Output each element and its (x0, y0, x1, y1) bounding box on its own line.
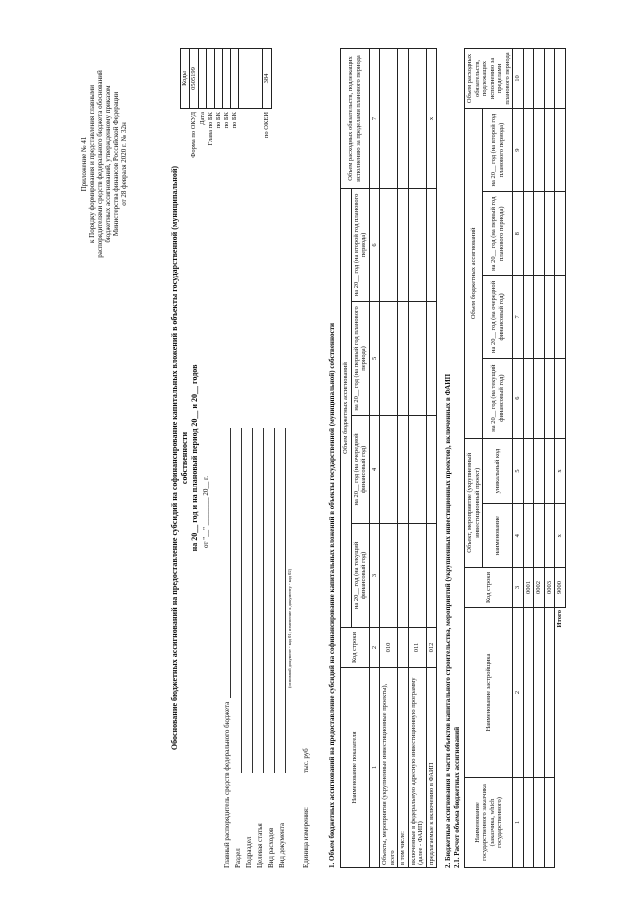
row-name: предлагаемые к включению в ФАИП (426, 668, 437, 868)
section2-table (464, 48, 566, 868)
cell[interactable] (544, 358, 555, 438)
cell[interactable] (544, 192, 555, 276)
row-code (398, 628, 409, 668)
header-fields (220, 428, 310, 868)
s2-col-v4: на 20__ год (на второй год планового периода) (483, 109, 513, 192)
cell[interactable] (534, 778, 545, 868)
cell[interactable] (408, 49, 426, 189)
s1-col-y2: на 20__ год (на очередной финансовый год) (351, 415, 369, 523)
cell[interactable] (523, 109, 534, 192)
cell[interactable] (555, 358, 566, 438)
col-number: 4 (369, 415, 380, 523)
cell[interactable] (534, 192, 545, 276)
code-label: по ОКЕИ (263, 112, 270, 139)
code-label: Глава по БК (206, 112, 214, 146)
cell[interactable] (523, 276, 534, 358)
cell[interactable] (534, 109, 545, 192)
s2-col-vol: Объем бюджетных ассигнований (465, 109, 483, 439)
row-code: 010 (380, 628, 398, 668)
header-row (220, 428, 231, 868)
header-row (231, 428, 242, 868)
cell[interactable] (380, 301, 398, 415)
s2-col-v2: на 20__ год (на очередной финансовый год) (483, 276, 513, 358)
cell[interactable] (380, 415, 398, 523)
s1-col-y3: на 20__ год (на первый год планового периода) (351, 301, 369, 415)
cell[interactable] (398, 301, 409, 415)
code-label: Дата (198, 112, 206, 125)
appendix-line: распорядителями средств федерального бюджета обоснований (96, 70, 104, 258)
table-row (398, 49, 409, 868)
col-number: 3 (513, 568, 524, 608)
cell[interactable] (426, 523, 437, 627)
table-row (380, 49, 398, 868)
s1-col-y4: на 20__ год (на второй год планового периода) (351, 189, 369, 302)
code-value[interactable]: 0505199 (190, 49, 199, 109)
s2-col-obj-name: наименование (483, 504, 513, 568)
header-label: Подраздел (245, 836, 253, 868)
s2-col-out: Объем расходных обязательств, подлежащих исполнению за пределами планового периода (465, 49, 513, 109)
cell[interactable] (398, 189, 409, 302)
s2-col-obj-code: уникальный код (483, 438, 513, 504)
col-number: 6 (513, 358, 524, 438)
col-number: 5 (369, 301, 380, 415)
total-label: Итого (556, 610, 564, 628)
section2-subtitle: 2.1. Расчет объема бюджетных ассигнований (453, 726, 461, 868)
row-code: 0003 (544, 568, 555, 608)
table-row (523, 49, 534, 868)
code-label: по БК (222, 112, 230, 129)
s2-col-name: Наименование застройщика (465, 608, 513, 778)
table-row (534, 49, 545, 868)
codes-header: Коды (181, 49, 190, 109)
row-name: в том числе: (398, 668, 409, 868)
cell[interactable] (426, 301, 437, 415)
code-value[interactable] (207, 49, 215, 109)
cell[interactable] (398, 523, 409, 627)
col-number: 3 (369, 523, 380, 627)
col-number: 7 (369, 49, 380, 189)
title-line: Обоснование бюджетных ассигнований на предоставление субсидий на софинансирование капитальных вложений в объекты государственной (муниципальной) собственности (170, 165, 189, 751)
total-row (555, 49, 566, 868)
code-value[interactable] (199, 49, 207, 109)
unit-label: Единица измерения: (302, 807, 310, 868)
title-line: на 20__ год и на плановый период 20__ и 20__ годов (190, 364, 199, 552)
header-row (275, 428, 286, 868)
cell[interactable] (544, 49, 555, 109)
s1-col-name: Наименование показателя (341, 668, 370, 868)
col-number: 2 (369, 628, 380, 668)
appendix-block (80, 44, 128, 284)
rotated-document (80, 38, 564, 878)
code-label: Форма по ОКУД (190, 112, 197, 158)
cell[interactable] (544, 504, 555, 568)
cell[interactable] (555, 192, 566, 276)
appendix-line: Министерства финансов Российской Федерации (112, 91, 120, 237)
s1-col-y1: на 20__ год (на текущий финансовый год) (351, 523, 369, 627)
cell[interactable] (380, 189, 398, 302)
appendix-line: Приложение № 41 (80, 136, 88, 192)
code-value[interactable] (231, 49, 239, 109)
col-number: 6 (369, 189, 380, 302)
s2-col-v1: на 20__ год (на текущий финансовый год) (483, 358, 513, 438)
row-code: 011 (408, 628, 426, 668)
code-label (239, 109, 263, 161)
table-row (544, 49, 555, 868)
cell[interactable] (380, 523, 398, 627)
row-code: 012 (426, 628, 437, 668)
date-line: от "__" ________ 20__ г. (202, 475, 210, 548)
col-number: 1 (369, 668, 380, 868)
cell[interactable] (408, 415, 426, 523)
cell[interactable] (523, 49, 534, 109)
section2-title: 2. Бюджетные ассигнования в части объектов капитального строительства, мероприятий (укрупненных инвестиционных проектов), включенных в ФАИП (444, 373, 452, 868)
header-row (264, 428, 275, 868)
s2-number-row (513, 49, 524, 868)
header-label: Главный распорядитель средств федерального бюджета (223, 701, 231, 868)
cell[interactable] (398, 415, 409, 523)
cell[interactable] (398, 49, 409, 189)
total-x: x (555, 438, 566, 504)
row-name: Объекты, мероприятия (укрупненные инвестиционные проекты), всего (380, 668, 398, 868)
cell[interactable] (380, 49, 398, 189)
appendix-line: от 28 февраля 2020 г. № 32н (120, 122, 128, 206)
header-label: Целевая статья (256, 823, 264, 868)
appendix-line: бюджетных ассигнований, утвержденному приказом (104, 85, 112, 243)
col-number: 8 (513, 192, 524, 276)
table-row (408, 49, 426, 868)
code-value[interactable] (239, 49, 263, 109)
cell[interactable] (408, 523, 426, 627)
code-value[interactable] (215, 49, 223, 109)
code-label: по БК (214, 112, 222, 129)
cell[interactable]: x (426, 49, 437, 189)
cell[interactable] (426, 189, 437, 302)
unit-value: тыс. руб (302, 748, 310, 773)
cell[interactable] (408, 189, 426, 302)
cell[interactable] (523, 504, 534, 568)
cell[interactable] (544, 276, 555, 358)
cell[interactable] (555, 109, 566, 192)
header-label: Вид документа (278, 822, 286, 868)
codes-table (180, 48, 272, 161)
col-number: 10 (513, 49, 524, 109)
s1-number-row (369, 49, 380, 868)
fill-line[interactable] (222, 428, 231, 698)
header-row (242, 428, 253, 868)
cell[interactable] (534, 438, 545, 504)
section1-table (340, 48, 437, 868)
col-number: 7 (513, 276, 524, 358)
codes-block (180, 48, 272, 268)
cell[interactable] (534, 49, 545, 109)
cell[interactable] (544, 438, 555, 504)
s2-col-v3: на 20__ год (на первый год планового периода) (483, 192, 513, 276)
col-number: 5 (513, 438, 524, 504)
fill-line[interactable] (244, 428, 253, 773)
col-number: 1 (513, 778, 524, 868)
cell[interactable] (523, 192, 534, 276)
code-label: по БК (230, 112, 238, 129)
appendix-line: к Порядку формирования и представления главными (88, 85, 96, 243)
cell[interactable] (523, 438, 534, 504)
fill-line[interactable] (255, 428, 264, 773)
s1-col-beyond: Объем расходных обязательств, подлежащих исполнению за пределами планового периода (341, 49, 370, 189)
header-label: Вид расходов (267, 827, 275, 868)
row-code: 0001 (523, 568, 534, 608)
row-name: включенные в федеральную адресную инвестиционную программу (далее - ФАИП) (408, 668, 426, 868)
table-row (426, 49, 437, 868)
cell[interactable] (544, 778, 555, 868)
cell[interactable] (534, 504, 545, 568)
unit-row (299, 428, 310, 868)
cell[interactable] (426, 415, 437, 523)
fill-line[interactable] (266, 428, 275, 773)
section1-title: 1. Объем бюджетных ассигнований на предоставление субсидий на софинансирование капитальных вложений в объекты государственной (муниципальной) собственности (328, 322, 336, 868)
cell[interactable] (534, 608, 545, 778)
s2-col-recipient: Наименование государственного заказчика (заказчика, which государственного) (465, 778, 513, 868)
s1-col-code: Код строки (341, 628, 370, 668)
cell[interactable] (555, 276, 566, 358)
doc-hint: (основной документ - код 01; изменение к документу - код 02) (287, 568, 292, 688)
code-value[interactable] (223, 49, 231, 109)
total-x: x (555, 504, 566, 568)
cell[interactable] (523, 778, 534, 868)
header-label: Раздел (234, 848, 242, 868)
cell[interactable] (408, 301, 426, 415)
row-code: 0002 (534, 568, 545, 608)
s2-col-obj: Объект, мероприятие (укрупненный инвестиционный проект) (465, 438, 483, 567)
cell[interactable] (555, 49, 566, 109)
cell[interactable] (523, 358, 534, 438)
cell[interactable] (544, 109, 555, 192)
fill-line[interactable] (277, 428, 286, 773)
s2-col-code: Код строки (465, 568, 513, 608)
cell[interactable] (534, 358, 545, 438)
col-number: 2 (513, 608, 524, 778)
s1-col-group: Объем бюджетных ассигнований (341, 189, 352, 628)
cell[interactable] (544, 608, 555, 778)
header-row (253, 428, 264, 868)
col-number: 4 (513, 504, 524, 568)
total-code: 9000 (555, 568, 566, 608)
col-number: 9 (513, 109, 524, 192)
cell[interactable] (534, 276, 545, 358)
cell[interactable] (523, 608, 534, 778)
fill-line[interactable] (233, 428, 242, 773)
code-value[interactable]: 384 (263, 49, 272, 109)
